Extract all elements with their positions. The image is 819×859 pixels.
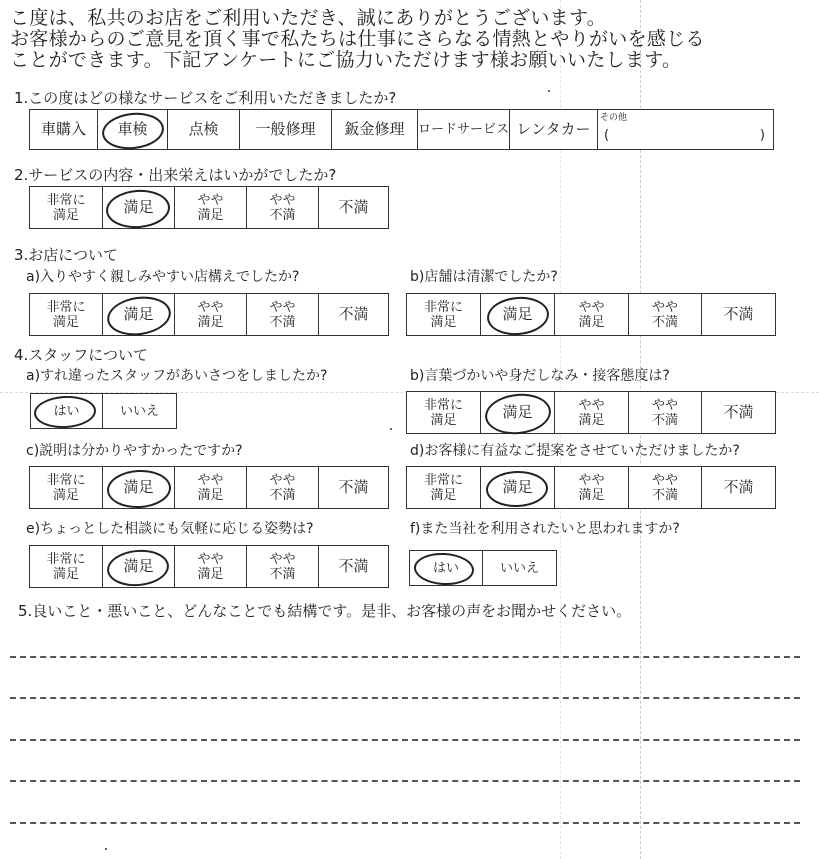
scale-text: 非常に <box>46 472 86 488</box>
answer-line[interactable] <box>10 780 800 782</box>
scale-text: 満足 <box>52 487 79 503</box>
answer-line[interactable] <box>10 822 800 824</box>
scale-somewhat-dissatisfied[interactable] <box>629 392 702 434</box>
scale-text: 満足 <box>197 314 224 330</box>
scale-text: やや <box>197 299 224 315</box>
q4e-scale <box>29 545 389 588</box>
answer-line[interactable] <box>10 697 800 699</box>
scale-text: 満足 <box>52 566 79 582</box>
option-yes[interactable] <box>410 551 483 586</box>
q2-scale <box>29 186 389 229</box>
scale-somewhat-satisfied[interactable] <box>175 294 247 336</box>
option-no[interactable]: いいえ <box>483 551 557 586</box>
scale-somewhat-satisfied[interactable] <box>175 546 247 588</box>
scale-text: 満足 <box>578 314 605 330</box>
other-paren-open: ( <box>604 128 610 143</box>
answer-line[interactable] <box>10 739 800 741</box>
scale-somewhat-satisfied[interactable] <box>555 392 629 434</box>
scale-text: やや <box>269 192 296 208</box>
scale-text: 不満 <box>269 207 296 223</box>
q4b-scale <box>406 391 776 434</box>
q4a-yesno <box>30 393 177 429</box>
q1-option-sheet-metal[interactable]: 鈑金修理 <box>332 110 418 150</box>
scale-satisfied[interactable] <box>103 294 175 336</box>
q4d-scale <box>406 466 776 509</box>
q5-label: 5.良いこと・悪いこと、どんなことでも結構です。是非、お客様の声をお聞かせください。 <box>18 602 632 620</box>
q1-options <box>29 109 774 150</box>
intro-line: ことができます。下記アンケートにご協力いただけます様お願いいたします。 <box>10 49 682 71</box>
scale-text: 非常に <box>423 472 463 488</box>
intro-line: お客様からのご意見を頂く事で私たちは仕事にさらなる情熱とやりがいを感じる <box>10 28 705 50</box>
scale-very-satisfied[interactable] <box>30 294 103 336</box>
scale-satisfied[interactable] <box>103 187 175 229</box>
q4c-scale <box>29 466 389 509</box>
q1-option-general-repair[interactable]: 一般修理 <box>240 110 332 150</box>
scale-text: やや <box>197 472 224 488</box>
scale-text: 満足 <box>123 198 154 216</box>
scale-text: 満足 <box>123 305 154 323</box>
q4b-label: b)言葉づかいや身だしなみ・接客態度は? <box>410 368 670 384</box>
scale-text: やや <box>269 299 296 315</box>
scale-satisfied[interactable] <box>481 392 555 434</box>
scale-text: 満足 <box>123 478 154 496</box>
scale-text: 非常に <box>423 299 463 315</box>
q1-option-road-service[interactable]: ロードサービス <box>418 110 510 150</box>
scale-dissatisfied[interactable]: 不満 <box>702 294 776 336</box>
scale-somewhat-satisfied[interactable] <box>555 467 629 509</box>
scale-dissatisfied[interactable]: 不満 <box>319 467 389 509</box>
option-yes[interactable] <box>31 394 103 429</box>
q4c-label: c)説明は分かりやすかったですか? <box>26 443 243 459</box>
scale-text: 不満 <box>269 487 296 503</box>
scale-text: 満足 <box>578 412 605 428</box>
scale-very-satisfied[interactable] <box>407 467 481 509</box>
q1-option-other[interactable] <box>598 110 774 150</box>
scale-text: 不満 <box>651 487 678 503</box>
scale-text: 満足 <box>430 487 457 503</box>
scale-dissatisfied[interactable]: 不満 <box>319 546 389 588</box>
q2-label: 2.サービスの内容・出来栄えはいかがでしたか? <box>14 166 337 184</box>
scale-somewhat-dissatisfied[interactable] <box>247 467 319 509</box>
option-text: はい <box>432 560 459 576</box>
scale-satisfied[interactable] <box>481 294 555 336</box>
scale-somewhat-dissatisfied[interactable] <box>629 467 702 509</box>
scale-somewhat-dissatisfied[interactable] <box>629 294 702 336</box>
scale-text: 満足 <box>502 403 533 421</box>
scale-somewhat-satisfied[interactable] <box>175 187 247 229</box>
scale-text: 非常に <box>46 551 86 567</box>
scale-text: やや <box>651 472 678 488</box>
scale-text: やや <box>578 299 605 315</box>
scale-text: やや <box>578 397 605 413</box>
scale-text: 満足 <box>52 207 79 223</box>
scale-text: やや <box>269 472 296 488</box>
scale-text: 満足 <box>430 412 457 428</box>
scale-text: 満足 <box>197 487 224 503</box>
scale-very-satisfied[interactable] <box>30 187 103 229</box>
q4f-label: f)また当社を利用されたいと思われますか? <box>410 521 680 537</box>
option-no[interactable]: いいえ <box>103 394 177 429</box>
q4e-label: e)ちょっとした相談にも気軽に応じる姿勢は? <box>26 521 314 537</box>
q3-label: 3.お店について <box>14 246 119 264</box>
intro-text <box>10 8 810 71</box>
scan-speck <box>548 90 550 92</box>
scale-somewhat-dissatisfied[interactable] <box>247 187 319 229</box>
scale-satisfied[interactable] <box>103 546 175 588</box>
answer-line[interactable] <box>10 656 800 658</box>
q3b-label: b)店舗は清潔でしたか? <box>410 269 558 285</box>
scale-text: やや <box>197 551 224 567</box>
scale-text: やや <box>578 472 605 488</box>
q1-option-car-purchase[interactable]: 車購入 <box>30 110 98 150</box>
scan-speck <box>105 848 107 850</box>
scale-satisfied[interactable] <box>481 467 555 509</box>
scale-very-satisfied[interactable] <box>407 392 481 434</box>
scale-very-satisfied[interactable] <box>407 294 481 336</box>
scale-text: 満足 <box>502 478 533 496</box>
q1-option-checkup[interactable]: 点検 <box>168 110 240 150</box>
scale-text: やや <box>197 192 224 208</box>
scale-text: 満足 <box>578 487 605 503</box>
scale-dissatisfied[interactable]: 不満 <box>319 294 389 336</box>
q1-option-label: 車検 <box>117 120 148 138</box>
scale-text: 非常に <box>46 299 86 315</box>
scale-somewhat-dissatisfied[interactable] <box>247 294 319 336</box>
scale-text: 満足 <box>197 207 224 223</box>
q3a-scale <box>29 293 389 336</box>
scale-satisfied[interactable] <box>103 467 175 509</box>
scale-text: 満足 <box>52 314 79 330</box>
option-text: はい <box>53 403 80 419</box>
scale-dissatisfied[interactable]: 不満 <box>319 187 389 229</box>
scale-somewhat-satisfied[interactable] <box>175 467 247 509</box>
q3a-label: a)入りやすく親しみやすい店構えでしたか? <box>26 269 300 285</box>
q4f-yesno <box>409 550 557 586</box>
q4a-label: a)すれ違ったスタッフがあいさつをしましたか? <box>26 368 328 384</box>
scale-text: 満足 <box>197 566 224 582</box>
scale-text: やや <box>269 551 296 567</box>
scale-very-satisfied[interactable] <box>30 546 103 588</box>
q1-option-inspection[interactable] <box>98 110 168 150</box>
q3b-scale <box>406 293 776 336</box>
scale-dissatisfied[interactable]: 不満 <box>702 392 776 434</box>
scale-text: 満足 <box>502 305 533 323</box>
scale-text: 非常に <box>46 192 86 208</box>
scale-text: 非常に <box>423 397 463 413</box>
scale-very-satisfied[interactable] <box>30 467 103 509</box>
scale-text: 不満 <box>269 314 296 330</box>
scale-text: 不満 <box>651 314 678 330</box>
other-paren-close: ) <box>759 128 765 143</box>
scale-text: やや <box>651 299 678 315</box>
scale-somewhat-dissatisfied[interactable] <box>247 546 319 588</box>
intro-line: こ度は、私共のお店をご利用いただき、誠にありがとうございます。 <box>10 7 607 29</box>
scale-text: 不満 <box>269 566 296 582</box>
q4-label: 4.スタッフについて <box>14 346 149 364</box>
q1-option-rental-car[interactable]: レンタカー <box>510 110 598 150</box>
scale-dissatisfied[interactable]: 不満 <box>702 467 776 509</box>
other-label: その他 <box>600 113 628 123</box>
scale-text: 満足 <box>123 557 154 575</box>
scale-somewhat-satisfied[interactable] <box>555 294 629 336</box>
q4d-label: d)お客様に有益なご提案をさせていただけましたか? <box>410 443 740 459</box>
q1-label: 1.この度はどの様なサービスをご利用いただきましたか? <box>14 89 397 107</box>
scale-text: 満足 <box>430 314 457 330</box>
scan-speck <box>390 428 392 430</box>
scale-text: やや <box>651 397 678 413</box>
scale-text: 不満 <box>651 412 678 428</box>
